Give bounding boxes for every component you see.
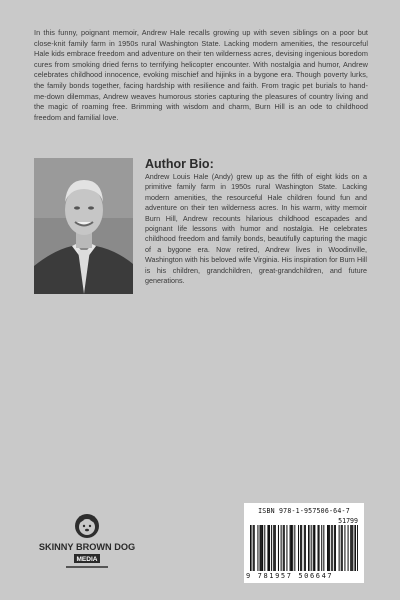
barcode-bar <box>305 525 306 571</box>
barcode-bar <box>327 525 328 571</box>
logo-name-text: SKINNY BROWN DOG <box>38 542 136 552</box>
barcode-bar <box>298 525 299 571</box>
author-bio-heading: Author Bio: <box>145 157 214 171</box>
barcode-bar <box>294 525 295 571</box>
barcode-bar <box>292 525 293 571</box>
barcode-bar <box>253 525 254 571</box>
barcode-bar <box>311 525 312 571</box>
barcode-bar <box>264 525 265 571</box>
barcode-bar <box>352 525 353 571</box>
barcode-bar <box>341 525 342 571</box>
barcode-bar <box>284 525 285 571</box>
barcode-bar <box>314 525 316 571</box>
barcode-bar <box>308 525 310 571</box>
barcode-bar <box>344 525 345 571</box>
logo-media-text: MEDIA <box>76 556 98 563</box>
barcode-bar <box>342 525 343 571</box>
barcode-bar <box>323 525 324 571</box>
barcode-bar <box>269 525 270 571</box>
barcode-bar <box>278 525 279 571</box>
barcode-bar <box>254 525 255 571</box>
barcode-bar <box>319 525 320 571</box>
barcode-bar <box>304 525 305 571</box>
barcode-digits: 9 781957 506647 <box>246 572 334 580</box>
barcode-bar <box>281 525 282 571</box>
author-bio-text: Andrew Louis Hale (Andy) grew up as the fifth of eight kids on a primitive family farm in 1950s rural Washington State. Lacking modern amenities, the resourceful Hale children found fun and adventure on their ten wilderness acres. In his warm, witty memoir Burn Hill, Andrew recounts hilarious childhood escapades and poignant life lessons with humor and nostalgia. He celebrates childhood freedom and family bonds, beautifully capturing the magic of a bygone era. Now retired, Andrew lives in Woodinville, Washington with his beloved wife Virginia. His inspiration for Burn Hill is his children, grandchildren, great-grandchildren, and future generations. <box>145 172 367 286</box>
barcode-bar <box>357 525 358 571</box>
barcode-bar <box>283 525 284 571</box>
barcode-bar <box>313 525 314 571</box>
barcode-bar <box>318 525 319 571</box>
barcode-bar <box>290 525 291 571</box>
price-code: 51799 <box>338 517 358 525</box>
barcode-bars <box>250 525 358 571</box>
author-photo <box>34 158 133 294</box>
barcode-bar <box>354 525 356 571</box>
back-cover-blurb: In this funny, poignant memoir, Andrew Hale recalls growing up with seven siblings on a poor but close-knit family farm in 1950s rural Washington State. Lacking modern amenities, the resourceful Hale kids embrace freedom and adventure on their ten wilderness acres, devising ingenious boredom cures from smoking dried ferns to terrifying helicopter encounter. With nostalgia and humor, Andrew celebrates childhood innocence, evoking mischief and hijinks in a bygone era. Though poverty lurks, the family bonds together, facing hardship with resilience and faith. From tragic pet burials to hand-me-down dilemmas, Andrew weaves humorous stories capturing the pleasures of country living and the magic of roaming free. Brimming with wisdom and charm, Burn Hill is an ode to childhood freedom and familial love. <box>34 28 368 122</box>
barcode-bar <box>328 525 329 571</box>
barcode-bar <box>286 525 287 571</box>
barcode-bar <box>350 525 351 571</box>
barcode-bar <box>331 525 333 571</box>
barcode-bar <box>334 525 335 571</box>
publisher-logo <box>36 512 138 576</box>
barcode-bar <box>250 525 252 571</box>
barcode-bar <box>273 525 275 571</box>
isbn-number: ISBN 978-1-957506-64-7 <box>258 507 350 515</box>
barcode-bar <box>271 525 272 571</box>
barcode-bar <box>260 525 261 571</box>
barcode-bar <box>261 525 262 571</box>
barcode-bar <box>300 525 301 571</box>
barcode-bar <box>291 525 293 571</box>
barcode-bar <box>351 525 352 571</box>
barcode-bar <box>339 525 340 571</box>
barcode-bar <box>335 525 336 571</box>
barcode-bar <box>262 525 264 571</box>
barcode-bar <box>275 525 276 571</box>
barcode-bar <box>329 525 330 571</box>
barcode-bar <box>301 525 302 571</box>
barcode-bar <box>321 525 322 571</box>
barcode-bar <box>348 525 349 571</box>
barcode-bar <box>257 525 258 571</box>
barcode-bar <box>267 525 269 571</box>
isbn-barcode <box>244 503 364 583</box>
